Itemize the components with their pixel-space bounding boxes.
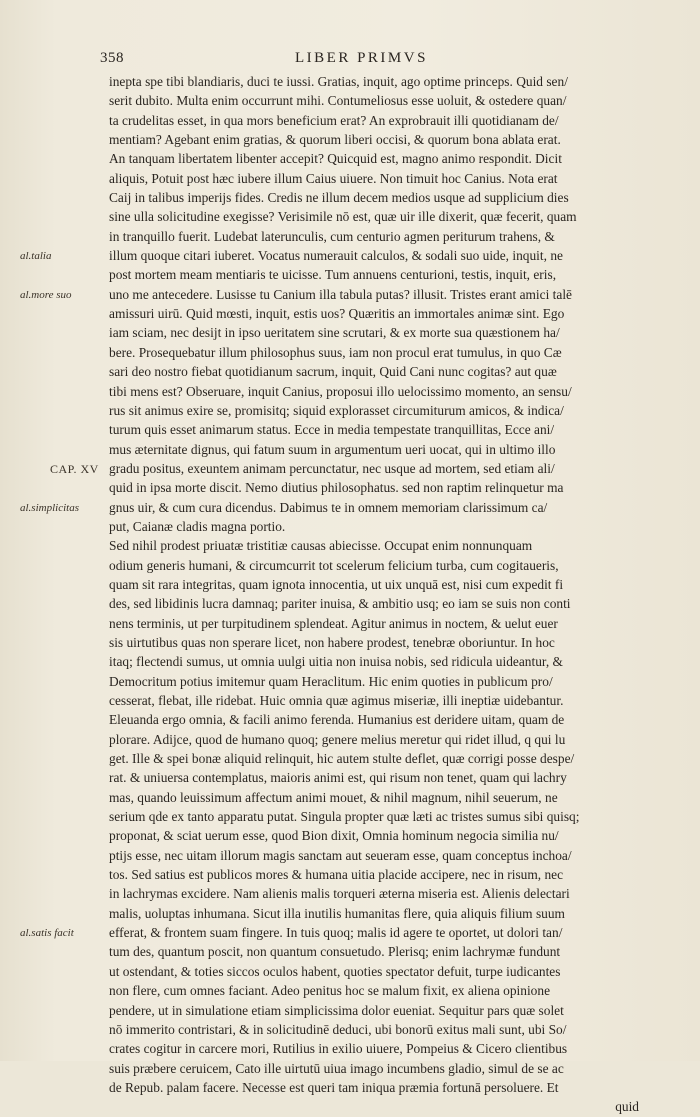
text-line: uno me antecedere. Lusisse tu Canium illa tabula putas? illusit. Tristes erant amici talē	[109, 286, 572, 302]
text-line: tos. Sed satius est publicos mores & humana uitia placide accipere, nec in risum, nec	[109, 867, 564, 883]
text-line: rus sit animus exire se, promisitq; siquid explorasset circumiturum amicos, & indica/	[109, 402, 564, 418]
text-line: pendere, ut in simulatione etiam simplicissima dolor eueniat. Sequitur pars quæ solet	[109, 1002, 564, 1018]
margin-note: CAP. XV	[50, 462, 99, 476]
text-line: odium generis humani, & circumcurrit tot scelerum felicium turba, cum cogitaueris,	[109, 557, 559, 573]
text-line: bere. Prosequebatur illum philosophus suus, iam non procul erat tumulus, in quo Cæ	[109, 344, 562, 360]
text-line: post mortem meam mentiaris te uicisse. Tum annuens centurioni, testis, inquit, eris,	[109, 267, 557, 283]
text-line: Eleuanda ergo omnia, & facili animo ferenda. Humanius est deridere uitam, quam de	[109, 712, 565, 728]
text-line: serit dubito. Multa enim occurrunt mihi. Contumeliosus esse uoluit, & ostedere quan/	[109, 93, 567, 109]
text-line: sine ulla solicitudine exegisse? Verisimile nō est, quæ uir ille dixerit, quæ fecerit, quam	[109, 209, 577, 225]
text-line: ut ostendant, & toties siccos oculos habent, quoties spectator defuit, turpe iudicantes	[109, 963, 561, 979]
text-line: tum des, quantum poscit, non quantum consuetudo. Plerisq; enim lachrymæ fundunt	[109, 944, 561, 960]
text-line: Sed nihil prodest priuatæ tristitiæ causas abiecisse. Occupat enim nonnunquam	[109, 538, 533, 554]
text-line: illum quoque citari iuberet. Vocatus numerauit calculos, & sodali suo uide, inquit, ne	[109, 248, 563, 264]
text-line: amissuri uirū. Quid mœsti, inquit, estis uos? Quæritis an immortales animæ sint. Ego	[109, 306, 565, 322]
body-text	[109, 72, 647, 1117]
text-line: quam sit rara integritas, quam ignota innocentia, ut uix unquā est, nisi cum expedit fi	[109, 576, 564, 592]
text-line: turum quis esset animarum status. Ecce in media tempestate tranquillitas, Ecce ani/	[109, 422, 555, 438]
text-line: efferat, & frontem suam fingere. In tuis quoq; malis id agere te oportet, ut dolori tan/	[109, 925, 563, 941]
text-line: sari deo nostro fiebat quotidianum sacrum, inquit, Quid Cani nunc cogitas? aut quæ	[109, 364, 557, 380]
text-line: plorare. Adijce, quod de humano quoq; genere melius meretur qui ridet illud, q qui lu	[109, 731, 566, 747]
margin-note: al.simplicitas	[20, 501, 79, 514]
margin-note: al.satis facit	[20, 927, 74, 940]
text-line: tibi mens est? Obseruare, inquit Canius, proposui illo uelocissimo momento, an sensu/	[109, 383, 572, 399]
text-line: An tanquam libertatem libenter accepit? Quicquid est, magno animo respondit. Dicit	[109, 151, 562, 167]
text-line: put, Caianæ cladis magna portio.	[109, 518, 286, 534]
text-line: sis uirtutibus quas non sperare licet, non habere prodest, tenebræ oboriuntur. In hoc	[109, 634, 555, 650]
page-number: 358	[100, 50, 124, 66]
text-line: get. Ille & spei bonæ aliquid relinquit, hic autem stulte deflet, quæ corrigi posse despe/	[109, 751, 575, 767]
text-line: mas, quando leuissimum affectum animi mouet, & nihil magnum, nihil seuerum, ne	[109, 789, 558, 805]
text-line: cesserat, flebat, ille ridebat. Huic omnia quæ agimus miseriæ, illi ineptiæ uidebantur.	[109, 693, 564, 708]
text-line: in tranquillo fuerit. Ludebat laterunculis, cum centurio agmen periturum trahens, &	[109, 228, 555, 244]
text-line: iam sciam, nec desijt in ipso ueritatem sine scrutari, & ex morte sua quæstionem ha/	[109, 325, 560, 341]
text-line: suis præbere ceruicem, Cato ille uirtutū uiua imago incumbens gladio, simul de se ac	[109, 1060, 564, 1076]
text-line: nō immerito contristari, & in solicitudinē deduci, ubi bonorū exitus mali sunt, ubi So/	[109, 1021, 567, 1037]
text-line: de Repub. palam facere. Necesse est queri tam iniqua præmia fortunā persoluere. Et	[109, 1079, 559, 1095]
text-line: Caij in talibus imperijs fides. Credis ne illum decem medios usque ad supplicium dies	[109, 190, 569, 206]
text-line: ptijs esse, nec uitam illorum magis sanctam aut seueram esse, quam conceptus inchoa/	[109, 847, 572, 863]
text-line: mentiam? Agebant enim gratias, & quorum liberi occisi, & quorum bona ablata erat.	[109, 132, 561, 148]
text-line: serium qde ex tanto apparatu putat. Singula propter quæ læti ac tristes sumus sibi quisq;	[109, 809, 580, 825]
text-line: quid	[615, 1099, 639, 1115]
text-line: inepta spe tibi blandiaris, duci te iussi. Gratias, inquit, ago optime princeps. Quid sen/	[109, 74, 568, 89]
text-line: proponat, & sciat uerum esse, quod Bion dixit, Omnia hominum negocia similia nu/	[109, 828, 559, 844]
text-line: gradu positus, exeuntem animam percunctatur, nec usque ad mortem, sed etiam ali/	[109, 460, 555, 476]
margin-note: al.talia	[20, 250, 52, 263]
text-line: aliquis, Potuit post hæc iubere illum Caius uiuere. Non timuit hoc Canius. Nota erat	[109, 170, 558, 186]
running-head: LIBER PRIMVS	[295, 50, 428, 66]
text-line: gnus uir, & cum cura dicendus. Dabimus te in omnem memoriam clarissimum ca/	[109, 499, 548, 515]
text-line: in lachrymas excidere. Nam alienis malis torqueri æterna miseria est. Alienis delectari	[109, 886, 570, 902]
text-line: nens terminis, ut per turpitudinem splendeat. Agitur animus in noctem, & uelut euer	[109, 615, 558, 631]
text-line: mus æternitate dignus, qui fatum suum in argumentum ueri uocat, qui in ultimo illo	[109, 441, 556, 457]
margin-note: al.more suo	[20, 288, 72, 301]
text-line: non flere, cum omnes faciant. Adeo penitus hoc se malum fixit, ex aliena opinione	[109, 983, 551, 999]
text-line: malis, uoluptas inhumana. Sicut illa inutilis humanitas flere, quia aliquis filium suum	[109, 905, 565, 921]
text-line: Democritum potius imitemur quam Heraclitum. Hic enim quoties in publicum pro/	[109, 673, 553, 689]
text-line: des, sed libidinis lucra damnaq; pariter inuisa, & ambitio usq; eo iam se suis non conti	[109, 596, 571, 612]
text-line: ta crudelitas esset, in qua mors beneficium erat? An exprobrauit illi quotidianam de/	[109, 112, 559, 128]
text-line: crates cogitur in carcere mori, Rutilius in exilio uiuere, Pompeius & Cicero clientibus	[109, 1041, 568, 1057]
text-line: itaq; flectendi sumus, ut omnia uulgi uitia non inuisa nobis, sed ridicula uideantur, &	[109, 654, 563, 670]
text-line: quid in ipsa morte discit. Nemo diutius philosophatus. sed non raptim relinquetur ma	[109, 480, 564, 496]
page-header	[100, 50, 660, 72]
text-line: rat. & uniuersa contemplatus, maioris animi est, qui risum non tenet, quam qui lachry	[109, 770, 567, 786]
